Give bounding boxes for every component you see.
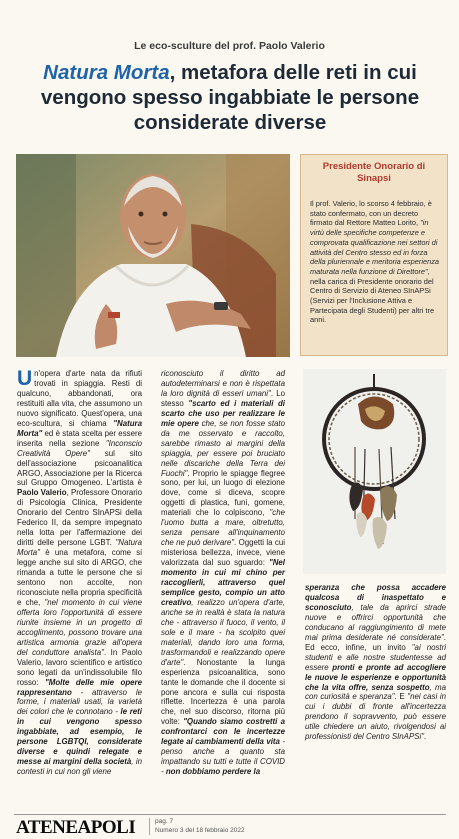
text-run: . Nonostante la lunga esperienza psicoanalitica, sono tante le domande che il docente si pone ancora e sulla cui risposta riflette. Incertezza è una parola che, nel suo discorso, ritorna più volte: xyxy=(161,657,285,727)
text-run: , in contesti in cui non gli viene xyxy=(17,757,142,777)
article-column-2 xyxy=(161,369,285,777)
sculpture-illustration xyxy=(303,369,446,574)
text-run: , tale da aprirci strade nuove e offrirci opportunità che conducano al raggiungimento di mete mai prima desiderate né considerate" xyxy=(305,602,446,642)
title-rest: , metafora delle reti in cui vengono spesso ingabbiate le persone considerate diverse xyxy=(40,61,420,134)
text-run: "che l'uomo butta a mare, oltretutto, senza pensare all'inquinamento che ne può derivare" xyxy=(161,508,285,548)
text-run: "Molte delle mie opere rappresentano xyxy=(17,677,142,697)
text-run: "Natura Morta" xyxy=(17,418,142,438)
text-run: le reti in cui vengono spesso ingabbiate, ad esempio, le persone LGBTQI, considerate diverse e quindi relegate e messe ai margini della società xyxy=(17,707,142,767)
text-run: . Oggetti la cui misteriosa bellezza, invece, viene valorizzata dal suo sguardo: xyxy=(161,538,285,568)
text-run: . Ed ecco, infine, un invito xyxy=(305,632,446,652)
page-title xyxy=(14,60,446,135)
text-run: . In Paolo Valerio, lavoro scientifico e artistico sono legati da un'indissolubile filo rosso: xyxy=(17,647,143,687)
text-run: , ma con curiosità e speranza" xyxy=(305,682,446,702)
text-run: ed è stata scelta per essere inserita nella sezione xyxy=(17,428,142,448)
article-column-1 xyxy=(17,369,142,777)
text-run: "ai nostri studenti e alle nostre studentesse ad essere xyxy=(305,642,446,672)
portrait-photo xyxy=(16,154,290,357)
text-run: "Natura Morta" xyxy=(17,538,142,558)
drop-cap: U xyxy=(17,367,33,390)
article-column-3 xyxy=(305,583,446,742)
text-run: , realizzo un'opera d'arte, anche se in realtà è stata la natura che - attraverso il fuoco, il vento, il sole e il mare - ha scolpito quei materiali, dando loro una forma, trasformandoli e realizzando opere d'arte" xyxy=(161,597,285,667)
text-run: . E xyxy=(394,692,408,702)
column-1-text xyxy=(17,369,142,776)
text-run: "nel momento in cui viene offerta loro l'opportunità di essere riunite insieme in un progetto di accoglimento, possono trovare una artistica armonia grazie all'opera del conduttore analista" xyxy=(17,597,143,657)
text-run: "nei casi in cui i dubbi di fronte all'incertezza prendono il sopravvento, può essere utile chiedere un aiuto, rivolgendosi ai professionisti del Centro SInAPSi" xyxy=(305,692,447,742)
text-run: . xyxy=(424,732,427,742)
text-run: che, se non fosse stato da me osservato e raccolto, sarebbe rimasto ai margini della spiaggia, per essere poi bruciato nelle discariche della Terra dei Fuochi" xyxy=(161,418,285,478)
page-footer xyxy=(0,814,459,839)
text-run: non dobbiamo perdere la xyxy=(165,767,261,777)
sidebar-box xyxy=(300,154,448,356)
footer-rule xyxy=(14,814,446,815)
issue-info: Numero 3 del 18 febbraio 2022 xyxy=(155,827,245,834)
page-number: pag. 7 xyxy=(155,818,174,825)
portrait-illustration xyxy=(16,154,290,357)
text-run: , Professore Onorario di Psicologia Clinica, Presidente Onorario del Centro SInAPSi della Federico II, da sempre impegnato nella lotta per l'affermazione dei diritti delle persone LGBT. xyxy=(17,488,142,548)
text-run: speranza che possa accadere qualcosa di inaspettato e sconosciuto xyxy=(305,583,446,612)
text-run: , nella carica di Presidente onorario del Centro di Servizio di Ateneo SInAPSi (Servizi per l'Inclusione Attiva e Partecipata degli Studenti) per altri tre anni. xyxy=(310,266,435,325)
text-run: - penso anche a quanto sta impattando su tutti e tutte il COVID - xyxy=(161,737,285,777)
text-run: "Inconscio Creatività Opere" xyxy=(17,438,142,458)
text-run: riconosciuto il diritto ad autodeterminarsi e non è rispettata la loro dignità di esseri umani" xyxy=(161,369,285,398)
text-run: è una metafora, come si legge anche sul sito di ARGO, che rimanda a tutte le persone che si sentono non accolte, non riconosciute nella propria specificità e che, xyxy=(17,548,142,607)
text-run: pronti e pronte ad accogliere le nuove le esperienze e opportunità che la vita offre, senza sospetto xyxy=(305,662,446,692)
kicker: Le eco-sculture del prof. Paolo Valerio xyxy=(134,40,325,52)
text-run: . Lo stesso xyxy=(161,388,285,408)
text-run: "Quando siamo costretti a confrontarci con le incertezze legate ai cambiamenti della vita xyxy=(161,717,285,747)
masthead-logo: ATENEAPOLI xyxy=(16,817,136,838)
sculpture-photo xyxy=(303,369,446,574)
text-run: . Proprio le spiagge flegree sono, per lui, un luogo di elezione dove, come si diceva, scopre oggetti di plastica, funi, gomene, materiali che lo colpiscono, xyxy=(161,468,285,518)
text-run: "Nel momento in cui mi chino per raccoglierli, attraverso quel semplice gesto, compio un atto creativo xyxy=(161,558,285,607)
text-run: Il prof. Valerio, lo scorso 4 febbraio, è stato confermato, con un decreto firmato dal Rettore Matteo Lorito, xyxy=(310,199,432,228)
text-run: n'opera d'arte nata da rifiuti trovati in spiaggia. Resti di qualcuno, abbandonati, ora restituiti alla vita, che assumono un nuovo significato. Quest'opera, una eco-scultura, si chiama xyxy=(17,369,142,428)
text-run: "scarto ed i materiali di scarto che uso per realizzare le mie opere xyxy=(161,398,285,428)
footer-separator xyxy=(149,818,150,835)
box-text xyxy=(310,199,440,325)
text-run: sul sito dell'associazione psicoanalitica ARGO, Associazione per la Ricerca sul Gruppo Omogeneo. L'artista è xyxy=(17,448,142,488)
box-title: Presidente Onorario di Sinapsi xyxy=(322,161,426,184)
text-run: Paolo Valerio xyxy=(17,488,67,498)
text-run: - attraverso le forme, i materiali usati, la varietà dei colori che le connotano - xyxy=(17,687,142,717)
text-run: "in virtù delle specifiche competenze e comprovata qualificazione nei settori di attività del Centro stesso ed in forza della pluriennale e meritoria esperienza maturata nella funzione di Direttore" xyxy=(310,218,440,276)
title-highlight: Natura Morta xyxy=(43,61,170,84)
